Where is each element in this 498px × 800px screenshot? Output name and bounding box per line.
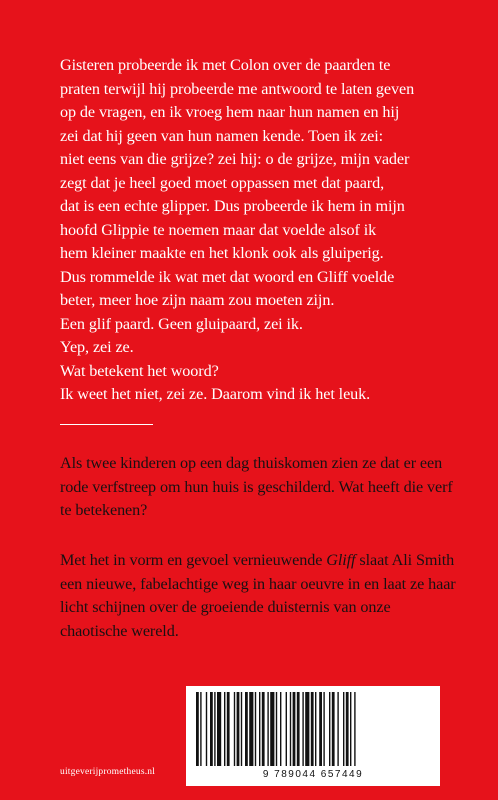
barcode-bar <box>329 692 330 766</box>
blurb-paragraph <box>60 452 460 523</box>
excerpt-line: Ik weet het niet, zei ze. Daarom vind ik het leuk. <box>60 385 371 403</box>
barcode-bar <box>241 692 242 766</box>
barcode-bar <box>280 692 281 766</box>
barcode-bar <box>259 692 260 766</box>
barcode-bar <box>276 692 277 766</box>
barcode-bar <box>262 692 265 766</box>
barcode-bar <box>297 692 300 766</box>
barcode-bars <box>192 692 434 770</box>
blurb-text: Als twee kinderen op een dag thuiskomen zien ze dat er een rode verfstreep om hun huis is geschilderd. Wat heeft die verf te betekenen? <box>60 454 453 519</box>
barcode-bar <box>305 692 309 766</box>
barcode-bar <box>200 692 201 766</box>
blurb-paragraph <box>60 549 460 643</box>
barcode-bar <box>206 692 207 766</box>
barcode-bar <box>255 692 256 766</box>
barcode-bar <box>332 692 335 766</box>
barcode-bar <box>210 692 213 766</box>
blurb-text-before: Met het in vorm en gevoel vernieuwende <box>60 551 327 569</box>
blurb-text <box>60 549 460 643</box>
barcode-bar <box>315 692 316 766</box>
barcode-bar <box>323 692 324 766</box>
barcode-bar <box>270 692 274 766</box>
barcode-bar <box>350 692 351 766</box>
separator-rule <box>60 424 153 425</box>
excerpt-line: Een glif paard. Geen gluipaard, zei ik. <box>60 314 303 333</box>
excerpt-line: Yep, zei ze. <box>60 338 134 356</box>
barcode <box>186 686 440 786</box>
barcode-bar <box>227 692 230 766</box>
barcode-bar <box>346 692 349 766</box>
book-excerpt <box>60 54 452 407</box>
barcode-bar <box>311 692 314 766</box>
blurb-text-after: slaat Ali Smith een nieuwe, fabelachtige weg in haar oeuvre in en laat ze haar licht schijnen over de groeiende duisternis van onze chaotische wereld. <box>60 551 456 640</box>
barcode-bar <box>217 692 221 766</box>
barcode-bar <box>286 692 287 766</box>
barcode-bar <box>196 692 199 766</box>
publisher-url: uitgeverijprometheus.nl <box>60 767 156 777</box>
barcode-bar <box>302 692 303 766</box>
barcode-bar <box>234 692 235 766</box>
barcode-bar <box>249 692 253 766</box>
barcode-bar <box>293 692 296 766</box>
barcode-bar <box>319 692 322 766</box>
barcode-bar <box>245 692 248 766</box>
barcode-bar <box>214 692 215 766</box>
barcode-bar <box>354 692 355 766</box>
barcode-bar <box>290 692 291 766</box>
barcode-bar <box>237 692 240 766</box>
barcode-bar <box>343 692 344 766</box>
excerpt-line: Wat betekent het woord? <box>60 361 219 380</box>
barcode-bar <box>337 692 338 766</box>
excerpt-paragraph: Gisteren probeerde ik met Colon over de paarden te praten terwijl hij probeerde me antwoord te laten geven op de vragen, en ik vroeg hem naar hun namen en hij zei dat hij geen van hun namen kende. Toen ik zei: niet eens van die grijze? zei hij: o de grijze, mijn vader zegt dat je heel goed moet oppassen met dat paard, dat is een echte glipper. Dus probeerde ik hem in mijn hoofd Glippie te noemen maar dat voelde alsof ik hem kleiner maakte en het klonk ook als gluiperig. Dus rommelde ik wat met dat woord en Gliff voelde beter, meer hoe zijn naam zou moeten zijn. <box>60 56 415 309</box>
barcode-bar <box>224 692 225 766</box>
book-title: Gliff <box>326 551 356 569</box>
barcode-bar <box>267 692 268 766</box>
isbn-digits: 9 789044 657449 <box>262 769 364 780</box>
